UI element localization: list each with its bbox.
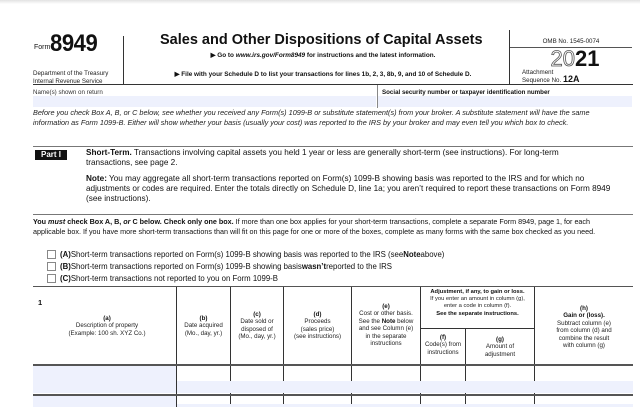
box-a-text: Short-term transactions reported on Form(s) 1099-B showing basis was reported to the IRS (see (70, 250, 404, 259)
intro-instructions: Before you check Box A, B, or C below, see whether you received any Form(s) 1099-B or substitute statement(s) from your broker. A substitute statement will have the same information as Form 1099-B. Either will show whether your basis (usually your cost) was reported to the IRS by your broker and may even tell you which box to check. (33, 108, 590, 127)
part1-note (86, 174, 616, 204)
col-f-header (421, 334, 465, 356)
row2-description-input[interactable] (33, 396, 176, 407)
part1-heading (86, 148, 606, 168)
col-b-letter: (b) (199, 315, 208, 322)
col-a-header (40, 315, 174, 337)
ssn-input[interactable] (378, 96, 632, 107)
omb-number: OMB No. 1545-0074 (542, 38, 600, 45)
col-e-l1: Cost or other basis. (359, 310, 413, 318)
col-d-letter: (d) (313, 311, 322, 318)
ssn-label: Social security number or taxpayer identification number (382, 89, 550, 96)
col-f-l1: Code(s) from (424, 341, 462, 349)
box-b-text: Short-term transactions reported on Form(s) 1099-B showing basis (70, 262, 302, 271)
attachment-sequence (522, 69, 579, 84)
header-bottom-rule (33, 84, 633, 85)
row1-values-fill[interactable] (177, 381, 633, 393)
must-rest: If more than one box applies for your short-term transactions, complete a separate Form 8949, page 1, for each applicable box. If you have more short-term transactions than will fit on this page for one or more of the boxes, complete as many forms with the same box checked as you need. (33, 217, 596, 236)
attachment-label: Attachment (522, 69, 554, 76)
col-h-l4: combine the result (558, 334, 610, 342)
goto-suffix: for instructions and the latest information. (305, 52, 436, 59)
must-check-instructions (33, 217, 623, 237)
must-lead-must: must (48, 217, 66, 226)
col-a-letter: (a) (103, 315, 111, 322)
part1-heading-bold: Short-Term. (86, 148, 132, 157)
goto-url[interactable]: www.irs.gov/Form8949 (235, 52, 306, 59)
col-d-l2: (sales price) (300, 325, 335, 333)
box-b-row[interactable] (47, 262, 392, 271)
box-a-checkbox[interactable] (47, 250, 56, 259)
row1-description-input[interactable] (33, 366, 176, 393)
col-e-l3: and see Column (e) (358, 325, 414, 333)
col-h-header (535, 305, 633, 349)
must-lead-3: C below. Check only one box. (130, 217, 234, 226)
file-with-schedule-d: ▶ File with your Schedule D to list your transactions for lines 1b, 2, 3, 8b, 9, and 10 of Schedule D. (174, 71, 472, 78)
col-b-l1: Date acquired (184, 322, 223, 330)
col-c-l2: disposed of (241, 325, 273, 333)
adjustment-l4: See the separate instructions. (436, 310, 519, 317)
box-a-bold: Note (403, 250, 421, 259)
col-c-letter: (c) (253, 311, 261, 318)
col-e-l5: instructions (370, 340, 402, 348)
part1-heading-text: Transactions involving capital assets you held 1 year or less are generally short-term (see instructions). For long-term transactions, see page 2. (86, 148, 559, 167)
col-c-l3: (Mo., day, yr.) (238, 333, 276, 341)
col-g-l2: adjustment (484, 350, 516, 358)
col-d-l1: Proceeds (304, 318, 331, 326)
name-label: Name(s) shown on return (33, 89, 103, 96)
box-a-row[interactable] (47, 250, 444, 259)
adjustment-rule (421, 328, 534, 329)
header-divider-left (123, 36, 124, 84)
col-e-l4: in the separate (365, 332, 407, 340)
col-a-l1: Description of property (75, 322, 139, 330)
box-a-tail: above) (420, 250, 445, 259)
form-word: Form (34, 44, 51, 51)
box-c-letter: (C) (60, 274, 71, 283)
form-number: 8949 (50, 30, 98, 57)
must-lead-2: check Box A, B, (65, 217, 124, 226)
department-line2: Internal Revenue Service (33, 77, 103, 85)
adjustment-header (421, 289, 534, 318)
adjustment-l2: If you enter an amount in column (g), (430, 296, 525, 303)
col-e-l2a: See the (358, 317, 382, 325)
department (33, 70, 108, 85)
sequence-label: Sequence No. (522, 77, 562, 84)
adjustment-l1: Adjustment, if any, to gain or loss. (430, 289, 525, 295)
col-f-l2: instructions (427, 348, 459, 356)
adjustment-l3: enter a code in column (f). (443, 303, 512, 310)
col-b-l2: (Mo., day, yr.) (184, 329, 223, 337)
col-f-letter: (f) (439, 334, 447, 341)
col-h-l2: Subtract column (e) (557, 319, 611, 327)
box-c-row[interactable] (47, 274, 278, 283)
col-c-header (231, 311, 283, 341)
col-e-letter: (e) (382, 303, 390, 310)
name-input[interactable] (33, 96, 376, 107)
must-lead-or: or (123, 217, 131, 226)
goto-instructions (148, 51, 498, 59)
col-g-letter: (g) (496, 336, 504, 343)
must-check-top-rule (33, 214, 633, 215)
col-h-l3: from column (d) and (556, 327, 612, 335)
page-top-shadow (0, 0, 640, 4)
box-b-tail: reported to the IRS (326, 262, 392, 271)
box-b-bold: wasn’t (301, 262, 327, 271)
col-g-header (466, 336, 534, 358)
col-e-header (352, 303, 420, 347)
col-c-l1: Date sold or (240, 318, 274, 326)
col-e-l2b: Note (381, 317, 396, 325)
line-number: 1 (38, 298, 43, 307)
col-h-l5: with column (g) (563, 342, 605, 350)
box-a-letter: (A) (60, 250, 71, 259)
year-bold: 21 (575, 46, 600, 71)
col-d-l3: (see instructions) (293, 333, 342, 341)
sequence-value: 12A (562, 74, 580, 84)
header-divider-right (509, 30, 510, 84)
box-c-text: Short-term transactions not reported to you on Form 1099-B (70, 274, 278, 283)
form-title: Sales and Other Dispositions of Capital Assets (160, 32, 483, 48)
note-label: Note: (86, 174, 107, 183)
box-b-checkbox[interactable] (47, 262, 56, 271)
note-text: You may aggregate all short-term transactions reported on Form(s) 1099-B showing basis was reported to the IRS and for which no adjustments or codes are required. Enter the totals directly on Schedule D, line 1a; you aren’t required to report these transactions on Form 8949 (see instructions). (86, 174, 611, 203)
part1-badge: Part I (35, 150, 67, 160)
box-b-letter: (B) (60, 262, 71, 271)
table-top-rule (33, 286, 633, 287)
col-h-l1: Gain or (loss). (563, 312, 605, 320)
box-c-checkbox[interactable] (47, 274, 56, 283)
year-outline: 20 (550, 46, 575, 71)
col-a-l2: (Example: 100 sh. XYZ Co.) (68, 329, 146, 337)
goto-prefix: ▶ Go to (210, 52, 236, 59)
col-h-letter: (h) (580, 305, 588, 312)
col-g-l1: Amount of (485, 343, 515, 351)
col-b-header (177, 315, 230, 337)
col-d-header (284, 311, 351, 341)
tax-year (520, 48, 630, 70)
department-line1: Department of the Treasury (33, 70, 109, 77)
must-lead-1: You (33, 217, 49, 226)
col-e-l2c: below (395, 317, 414, 325)
part1-top-rule (33, 146, 633, 147)
